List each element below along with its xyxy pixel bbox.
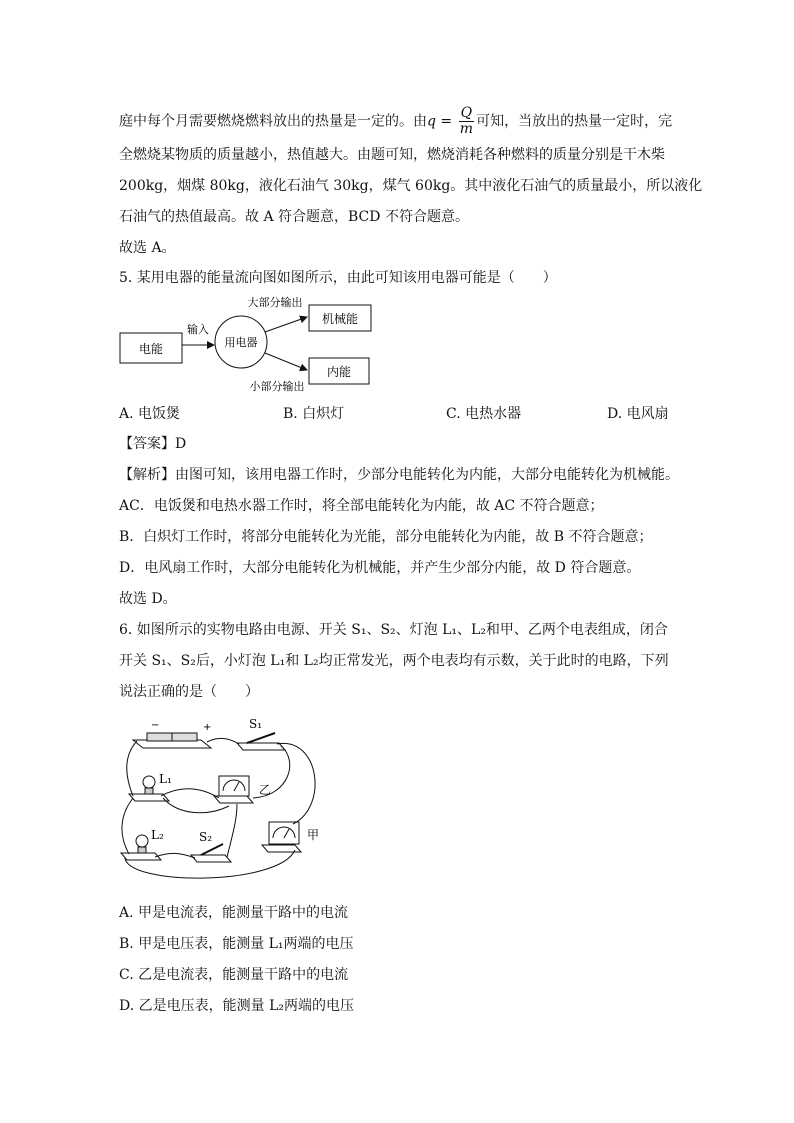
solution-line-1: [119, 106, 672, 137]
fraction-numerator: Q: [460, 105, 473, 121]
meter-jia-base: [262, 845, 301, 852]
meter-yi-base: [214, 796, 253, 803]
wire-7: [122, 798, 133, 854]
solution-line-1-pre: 庭中每个月需要燃烧燃料放出的热量是一定的。由: [119, 113, 427, 130]
choose-a: 故选 A。: [119, 240, 176, 256]
switch-s1-lever: [247, 733, 275, 743]
q6-stem-line-2: 开关 S₁、S₂后，小灯泡 L₁和 L₂均正常发光，两个电表均有示数，关于此时的电路，下列: [119, 653, 669, 669]
label-minus: −: [151, 720, 160, 731]
q6-option-a: A. 甲是电流表，能测量干路中的电流: [119, 905, 349, 921]
q5-option-b: B. 白炽灯: [283, 406, 345, 422]
solution-line-1-post: 可知，当放出的热量一定时，完: [476, 113, 673, 130]
wire-2: [207, 738, 239, 744]
analysis-tag: 【解析】: [119, 467, 175, 483]
solution-line-4: 石油气的热值最高。故 A 符合题意，BCD 不符合题意。: [119, 209, 469, 225]
wire-5: [161, 789, 219, 798]
analysis-text: 由图可知，该用电器工作时，少部分电能转化为内能，大部分电能转化为机械能。: [175, 467, 679, 483]
bottom-output-arrow: [265, 353, 307, 370]
q5-answer: 【答案】D: [119, 436, 187, 452]
top-output-label: 大部分输出: [247, 296, 303, 309]
label-jia: 甲: [307, 828, 320, 842]
solution-line-3: 200kg，烟煤 80kg，液化石油气 30kg，煤气 60kg。其中液化石油气的质量最小，所以液化: [119, 178, 703, 194]
source-box-label: 电能: [138, 342, 164, 356]
meter-yi-body: [219, 776, 249, 796]
q5-choose-d: 故选 D。: [119, 591, 177, 607]
heat-value-fraction: [459, 106, 474, 137]
q5-stem: 5. 某用电器的能量流向图如图所示，由此可知该用电器可能是（ ）: [119, 270, 557, 286]
label-s1: S₁: [249, 717, 263, 731]
label-s2: S₂: [199, 830, 213, 844]
input-label: 输入: [187, 323, 209, 336]
q6-stem-line-3: 说法正确的是（ ）: [119, 684, 259, 700]
internal-energy-label: 内能: [326, 365, 352, 379]
label-l2: L₂: [151, 828, 164, 842]
lamp-l1-bulb: [143, 776, 155, 788]
label-l1: L₁: [159, 772, 172, 786]
q5-analysis-d: D．电风扇工作时，大部分电能转化为机械能，并产生少部分内能，故 D 符合题意。: [119, 560, 641, 576]
mechanical-energy-label: 机械能: [321, 312, 359, 326]
formula-equals: =: [435, 113, 457, 130]
formula-lhs: q: [427, 113, 436, 130]
fraction-denominator: m: [459, 121, 473, 137]
top-output-arrow: [265, 317, 307, 332]
q6-stem-line-1: 6. 如图所示的实物电路由电源、开关 S₁、S₂、灯泡 L₁、L₂和甲、乙两个电表组成，闭合: [119, 622, 668, 638]
lamp-l2-bulb: [136, 835, 148, 847]
q6-option-c: C. 乙是电流表，能测量干路中的电流: [119, 967, 349, 983]
q5-analysis: [119, 465, 679, 485]
bottom-output-label: 小部分输出: [249, 380, 305, 393]
label-yi: 乙: [259, 783, 272, 797]
q5-option-d: D. 电风扇: [607, 406, 669, 422]
circuit-figure: [119, 716, 334, 891]
switch-s2-lever: [201, 844, 223, 855]
device-label: 用电器: [224, 336, 258, 349]
energy-flow-diagram: [119, 293, 379, 393]
label-plus: +: [203, 722, 212, 733]
q5-analysis-ac: AC．电饭煲和电热水器工作时，将全部电能转化为内能，故 AC 不符合题意；: [119, 498, 604, 514]
q5-analysis-b: B．白炽灯工作时，将部分电能转化为光能，部分电能转化为内能，故 B 不符合题意；: [119, 529, 653, 545]
switch-s2-base: [191, 855, 231, 862]
q6-option-b: B. 甲是电压表，能测量 L₁两端的电压: [119, 936, 354, 952]
meter-jia-body: [269, 822, 299, 844]
q6-option-d: D. 乙是电压表，能测量 L₂两端的电压: [119, 998, 354, 1014]
solution-line-2: 全燃烧某物质的质量越小，热值越大。由题可知，燃烧消耗各种燃料的质量分别是干木柴: [119, 147, 665, 163]
wire-8: [155, 853, 195, 858]
q5-option-a: A. 电饭煲: [119, 406, 181, 422]
wire-1: [127, 741, 137, 796]
q5-option-c: C. 电热水器: [446, 406, 522, 422]
wire-9: [227, 804, 237, 857]
